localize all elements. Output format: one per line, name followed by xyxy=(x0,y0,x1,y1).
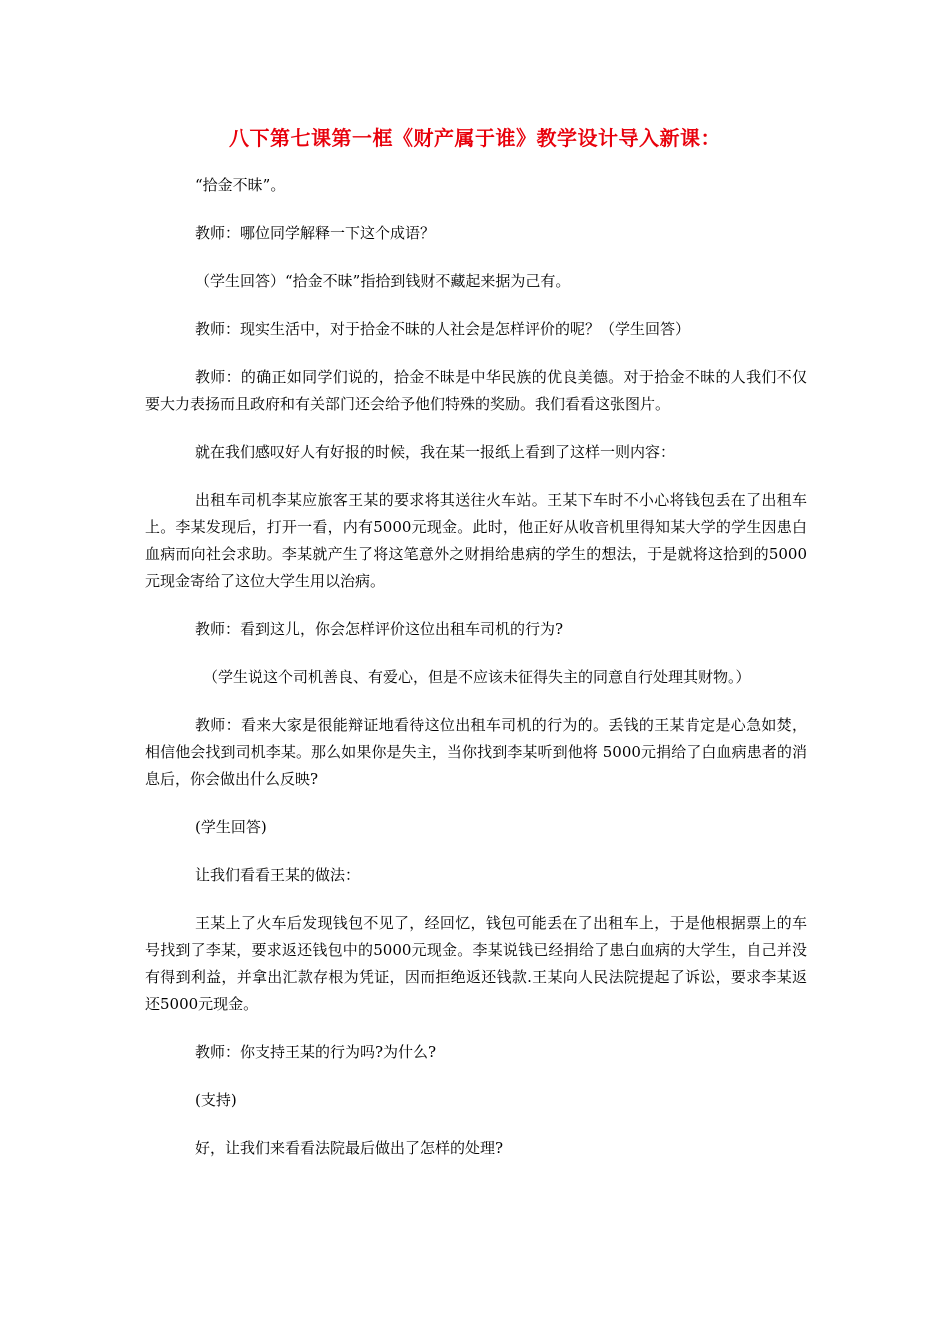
paragraph-transition-3: 好，让我们来看看法院最后做出了怎样的处理? xyxy=(195,1139,504,1157)
paragraph-teacher-question-1: 教师：哪位同学解释一下这个成语？ xyxy=(195,224,436,242)
paragraph-teacher-comment-1: 教师：的确正如同学们说的，拾金不昧是中华民族的优良美德。对于拾金不昧的人我们不仅要大力表扬而且政府和有关部门还会给予他们特殊的奖励。我们看看这张图片。 xyxy=(145,368,807,413)
paragraph-transition-1: 就在我们感叹好人有好报的时候，我在某一报纸上看到了这样一则内容： xyxy=(195,443,676,461)
paragraph-idiom: “拾金不昧”。 xyxy=(195,176,286,194)
document-title: 八下第七课第一框《财产属于谁》教学设计导入新课： xyxy=(229,126,721,150)
paragraph-teacher-question-4: 教师：你支持王某的行为吗?为什么? xyxy=(195,1043,437,1061)
paragraph-teacher-question-2: 教师：现实生活中，对于拾金不昧的人社会是怎样评价的呢？（学生回答） xyxy=(195,320,691,338)
paragraph-story-2: 王某上了火车后发现钱包不见了，经回忆，钱包可能丢在了出租车上，于是他根据票上的车号找到了李某，要求返还钱包中的5000元现金。李某说钱已经捐给了患白血病的大学生，自己并没有得到利益，并拿出汇款存根为凭证，因而拒绝返还钱款.王某向人民法院提起了诉讼，要求李某返还5000元现金。 xyxy=(145,914,807,1013)
paragraph-transition-2: 让我们看看王某的做法： xyxy=(195,866,361,884)
paragraph-student-answer-4: (支持) xyxy=(195,1091,237,1109)
paragraph-teacher-comment-2: 教师：看来大家是很能辩证地看待这位出租车司机的行为的。丢钱的王某肯定是心急如焚，相信他会找到司机李某。那么如果你是失主，当你找到李某听到他将 5000元捐给了白血病患者的消息后，你会做出什么反映? xyxy=(145,716,807,788)
document-body xyxy=(145,172,807,1183)
paragraph-student-answer-1: （学生回答）“拾金不昧”指拾到钱财不藏起来据为己有。 xyxy=(195,272,571,290)
paragraph-student-answer-3: (学生回答) xyxy=(195,818,267,836)
paragraph-student-answer-2: （学生说这个司机善良、有爱心，但是不应该未征得失主的同意自行处理其财物。） xyxy=(203,668,751,686)
paragraph-story-1: 出租车司机李某应旅客王某的要求将其送往火车站。王某下车时不小心将钱包丢在了出租车上。李某发现后，打开一看，内有5000元现金。此时，他正好从收音机里得知某大学的学生因患白血病而向社会求助。李某就产生了将这笔意外之财捐给患病的学生的想法，于是就将这拾到的5000元现金寄给了这位大学生用以治病。 xyxy=(145,491,807,590)
paragraph-teacher-question-3: 教师：看到这儿，你会怎样评价这位出租车司机的行为? xyxy=(195,620,564,638)
